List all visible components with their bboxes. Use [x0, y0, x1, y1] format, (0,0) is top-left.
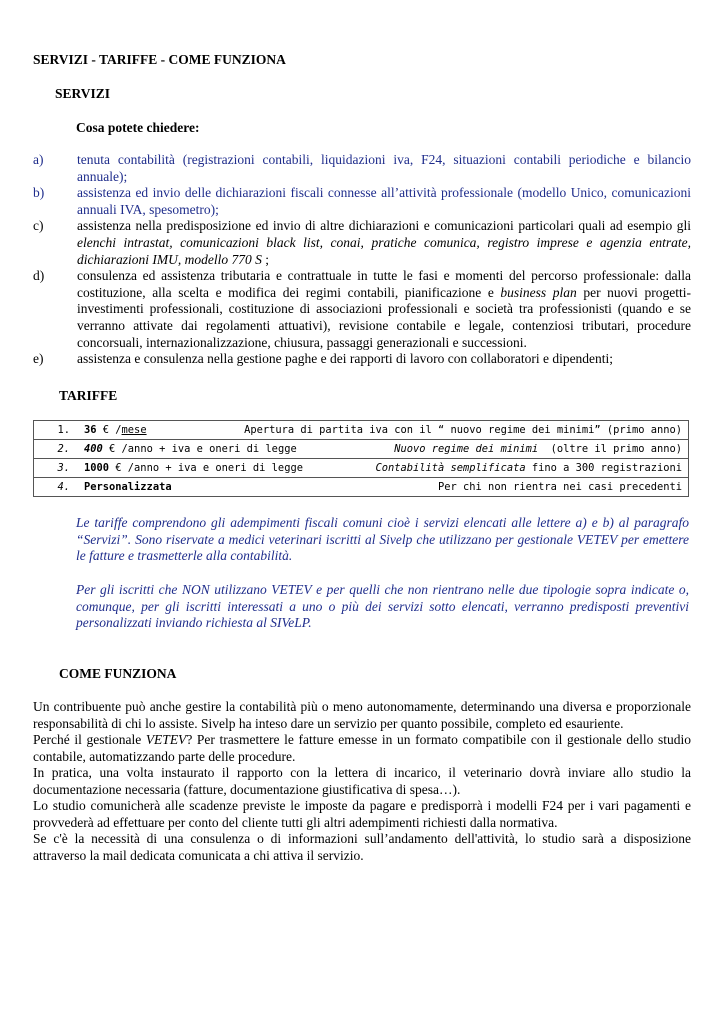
row-number: 3.: [57, 462, 70, 474]
table-cell: [34, 440, 689, 459]
rate-amount: 36: [84, 424, 97, 436]
desc-italic: Contabilità semplificata: [375, 462, 526, 474]
desc-text: (oltre il primo anno): [538, 443, 682, 455]
rate-description: [244, 424, 682, 436]
text-run: assistenza nella predisposizione ed invio di altre dichiarazioni e comunicazioni particolari quali ad esempio gli: [77, 218, 691, 234]
come-funziona-heading: COME FUNZIONA: [59, 666, 177, 681]
page-title: SERVIZI - TARIFFE - COME FUNZIONA: [33, 52, 286, 67]
rate-description: [394, 443, 682, 455]
list-marker: a): [33, 152, 44, 167]
servizi-subheading: Cosa potete chiedere:: [76, 120, 200, 135]
come-funziona-body: [33, 699, 691, 864]
table-cell: [34, 478, 689, 497]
list-text: [77, 268, 691, 351]
list-text: assistenza e consulenza nella gestione paghe e dei rapporti di lavoro con collaboratori e dipendenti;: [77, 351, 614, 367]
text-run: per nuovi progetti-investimenti professionali, costituzione di associazioni professionali e società tra professionisti (quando e se verranno attivate dai regolamenti attuativi), revisione contabile e legale, contenziosi tributari, procedure concorsuali, internazionalizzazione, chiusura, passaggi generazionali e successioni.: [77, 284, 691, 350]
rate-unit-underlined: mese: [121, 424, 147, 436]
list-item: [33, 152, 691, 185]
rate-unit: € /anno + iva e oneri di legge: [102, 443, 297, 455]
text-run-italic: VETEV: [145, 732, 187, 747]
rate-amount: 1000: [84, 462, 110, 474]
desc-text: fino a 300 registrazioni: [525, 462, 682, 474]
tariffe-table: [33, 420, 689, 497]
row-number: 2.: [57, 443, 70, 455]
servizi-list: [33, 152, 691, 368]
desc-text: Apertura di partita iva con il “ nuovo regime dei minimi” (primo anno): [244, 424, 682, 436]
list-item: [33, 351, 691, 368]
paragraph: [33, 732, 691, 765]
text-run: Perché il gestionale: [33, 732, 146, 747]
rate-amount: Personalizzata: [84, 481, 172, 493]
table-cell: [34, 459, 689, 478]
text-run: ;: [261, 251, 270, 267]
table-row: [34, 478, 689, 497]
rate-left: [40, 481, 172, 493]
list-item: [33, 218, 691, 268]
rate-unit: € /anno + iva e oneri di legge: [109, 462, 303, 474]
rate-unit: € /: [96, 424, 122, 436]
table-row: [34, 459, 689, 478]
table-cell: [34, 421, 689, 440]
paragraph: In pratica, una volta instaurato il rapporto con la lettera di incarico, il veterinario dovrà inviare allo studio la documentazione necessaria (fatture, documentazione giustificativa di spesa…).: [33, 765, 691, 797]
desc-text: Per chi non rientra nei casi precedenti: [438, 481, 682, 493]
rate-amount: 400: [84, 443, 103, 455]
list-text: [77, 218, 691, 268]
rate-description: [438, 481, 682, 493]
list-marker: d): [33, 268, 45, 284]
table-row: [34, 421, 689, 440]
paragraph: Un contribuente può anche gestire la contabilità più o meno autonomamente, determinando una diversa e proporzionale responsabilità di chi lo assiste. Sivelp ha inteso dare un servizio per quanto possibile, completo ed esauriente.: [33, 699, 691, 731]
list-marker: b): [33, 185, 45, 201]
rate-left: [40, 462, 303, 474]
table-row: [34, 440, 689, 459]
tariffe-note-1: Le tariffe comprendono gli adempimenti fiscali comuni cioè i servizi elencati alle lettere a) e b) al paragrafo “Servizi”. Sono riservate a medici veterinari iscritti al Sivelp che utilizzano per gestionale VETEV per emettere le fatture e trasmetterle alla contabilità.: [76, 515, 689, 563]
tariffe-heading: TARIFFE: [59, 388, 118, 403]
servizi-heading: SERVIZI: [55, 86, 111, 101]
rate-left: [40, 424, 147, 436]
list-item: [33, 185, 691, 218]
rate-description: [375, 462, 682, 474]
desc-italic: Nuovo regime dei minimi: [394, 443, 539, 455]
text-run-italic: business plan: [500, 284, 577, 300]
text-run-italic: elenchi intrastat, comunicazioni black list, conai, pratiche comunica, registro imprese e agenzia entrate, dichiarazioni IMU, modello 770 S: [77, 234, 691, 267]
text-run: ? Per trasmettere le fatture emesse in un formato compatibile con il gestionale dello studio contabile, automatizzando parte delle procedure.: [33, 732, 691, 764]
row-number: 1.: [57, 424, 70, 436]
list-item: [33, 268, 691, 351]
paragraph: Se c'è la necessità di una consulenza o di informazioni sull’andamento dell'attività, lo studio sarà a disposizione attraverso la mail dedicata comunicata a chi attiva il servizio.: [33, 831, 691, 863]
list-text: tenuta contabilità (registrazioni contabili, liquidazioni iva, F24, situazioni contabili periodiche e bilancio annuale);: [77, 152, 691, 184]
tariffe-note-2: Per gli iscritti che NON utilizzano VETEV e per quelli che non rientrano nelle due tipologie sopra indicate o, comunque, per gli iscritti interessati a uno o più dei servizi sotto elencati, verranno predisposti preventivi personalizzati inviando richiesta al SIVeLP.: [76, 582, 689, 630]
row-number: 4.: [57, 481, 70, 493]
list-text: assistenza ed invio delle dichiarazioni fiscali connesse all’attività professionale (modello Unico, comunicazioni annuali IVA, spesometro);: [77, 185, 691, 217]
text-run: consulenza ed assistenza tributaria e contrattuale in tutte le fasi e momenti del percorso professionale: dalla costituzione, alla scelta e modifica dei regimi contabili, pianificazione e: [77, 268, 691, 300]
list-marker: c): [33, 218, 44, 234]
paragraph: Lo studio comunicherà alle scadenze previste le imposte da pagare e predisporrà i modelli F24 per i vari pagamenti e provvederà ad effettuare per conto del cliente tutti gli altri adempimenti richiesti dalla normativa.: [33, 798, 691, 830]
rate-left: [40, 443, 297, 455]
list-marker: e): [33, 351, 44, 367]
